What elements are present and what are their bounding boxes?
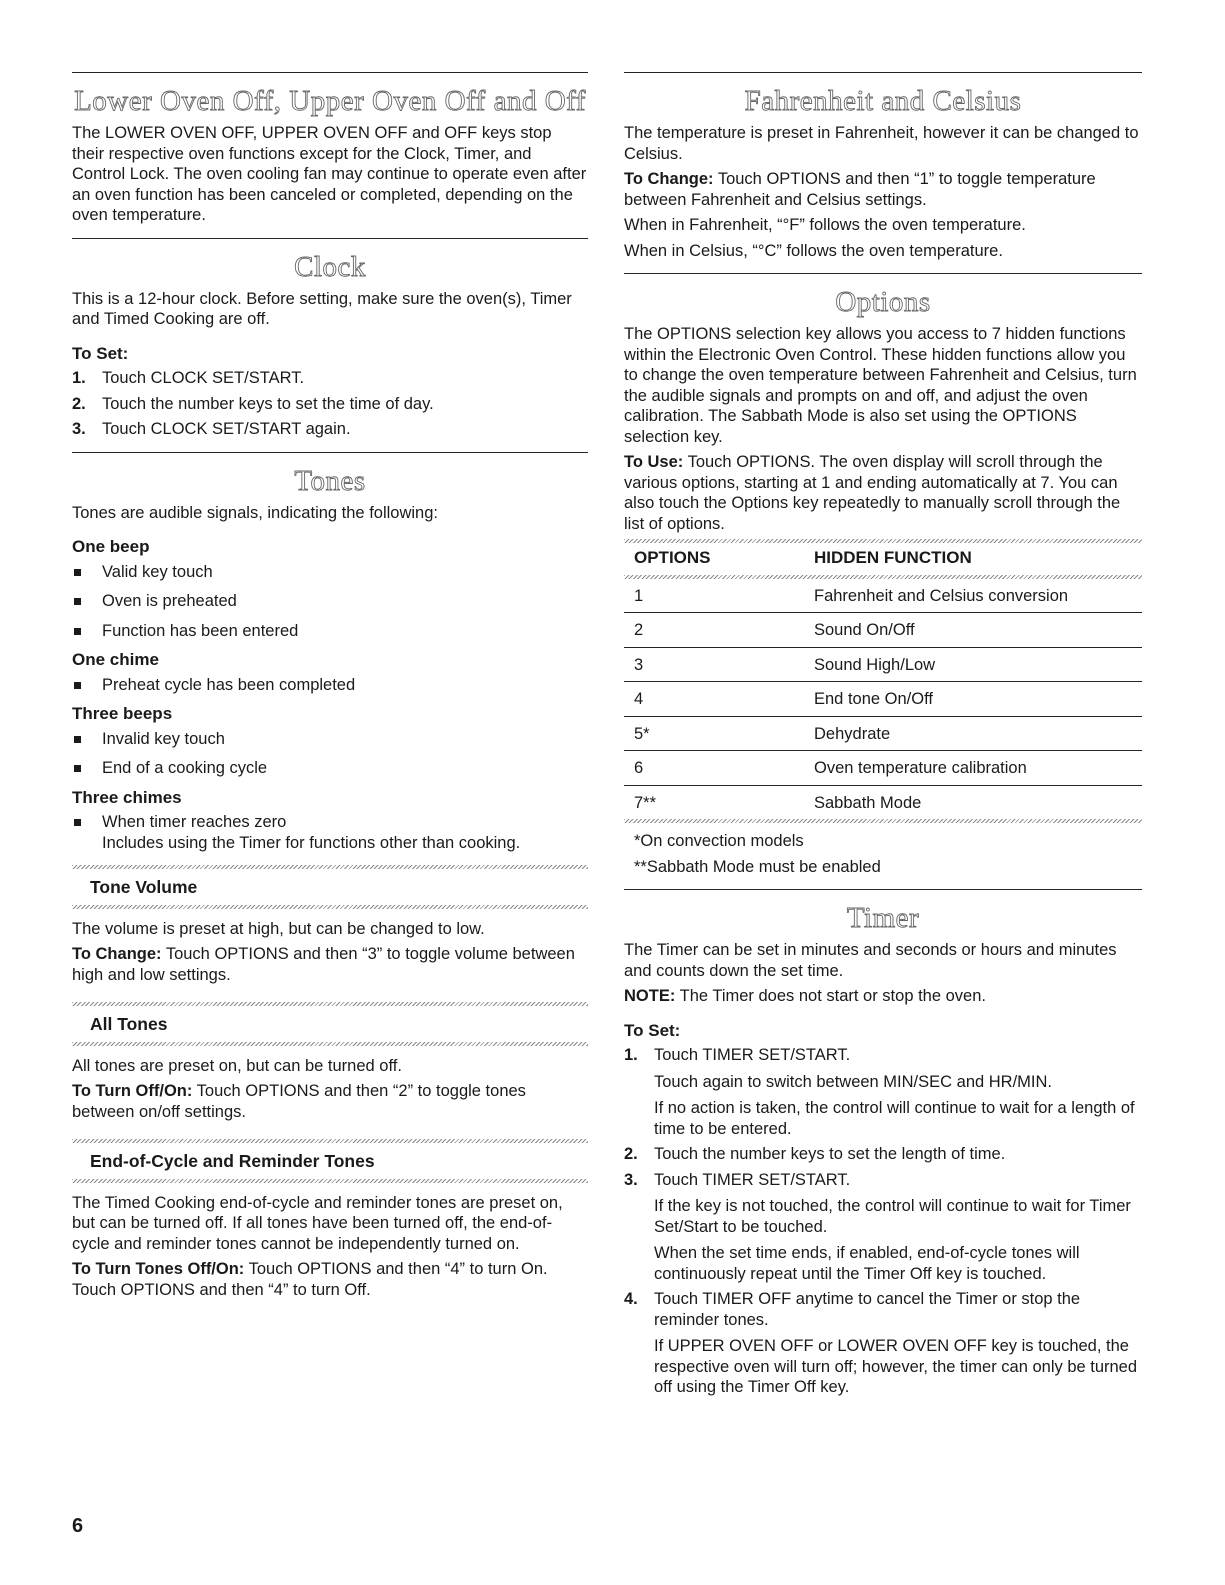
clock-step: 3. Touch CLOCK SET/START again.	[72, 420, 351, 438]
tones-intro: Tones are audible signals, indicating the following:	[72, 503, 438, 522]
timer-step: 1. Touch TIMER SET/START. Touch again to switch between MIN/SEC and HR/MIN. If no action is taken, the control will continue to wait for a length of time to be entered.	[624, 1046, 1135, 1138]
tone-volume-body: The volume is preset at high, but can be changed to low.	[72, 919, 485, 938]
table-row: 5* Dehydrate	[624, 716, 1142, 751]
fahrenheit-body: The temperature is preset in Fahrenheit, however it can be changed to Celsius.	[624, 124, 1139, 163]
tone-group-list	[72, 675, 588, 696]
tone-group-heading: Three chimes	[72, 787, 182, 807]
end-cycle-title: End-of-Cycle and Reminder Tones	[90, 1151, 375, 1171]
tone-group-list	[72, 729, 588, 779]
options-body: The OPTIONS selection key allows you access to 7 hidden functions within the Electronic Oven Control. These hidden functions allow you to change the oven temperature between Fahrenheit and Celsius, turn the audible signals and prompts on and off, and adjust the oven calibration. The Sabbath Mode is also set using the OPTIONS selection key.	[624, 325, 1137, 446]
table-header-row	[624, 543, 1142, 575]
tone-group-list	[72, 812, 588, 853]
tone-volume-title: Tone Volume	[90, 877, 198, 897]
timer-steps	[624, 1045, 1142, 1398]
all-tones-body: All tones are preset on, but can be turned off.	[72, 1056, 402, 1075]
tone-group-heading: One chime	[72, 650, 159, 669]
table-header: HIDDEN FUNCTION	[814, 548, 972, 567]
section-title-oven-off: Lower Oven Off, Upper Oven Off and Off	[74, 85, 586, 117]
list-item: Valid key touch	[72, 562, 588, 583]
section-title-timer: Timer	[846, 902, 920, 934]
section-title-clock: Clock	[294, 250, 366, 283]
list-item: Preheat cycle has been completed	[72, 675, 588, 696]
right-column	[624, 72, 1142, 1403]
timer-step: 2. Touch the number keys to set the length of time.	[624, 1145, 1006, 1163]
fahrenheit-line: When in Fahrenheit, “°F” follows the oven temperature.	[624, 216, 1026, 234]
oven-off-body: The LOWER OVEN OFF, UPPER OVEN OFF and OFF keys stop their respective oven functions except for the Clock, Timer, and Control Lock. The oven cooling fan may continue to operate even after an oven function has been canceled or completed, depending on the oven temperature.	[72, 124, 587, 224]
list-item: When timer reaches zero Includes using the Timer for functions other than cooking.	[72, 812, 588, 853]
tone-group-heading: Three beeps	[72, 704, 173, 723]
clock-step: 2. Touch the number keys to set the time of day.	[72, 394, 434, 413]
list-item: Invalid key touch	[72, 729, 588, 750]
section-rule	[72, 72, 588, 73]
tone-group-heading: One beep	[72, 537, 150, 556]
timer-note: NOTE: The Timer does not start or stop the oven.	[624, 987, 986, 1005]
end-cycle-turn: To Turn Tones Off/On: Touch OPTIONS and then “4” to turn On. Touch OPTIONS and then “4” to turn Off.	[72, 1260, 548, 1299]
clock-step: 1. Touch CLOCK SET/START.	[72, 369, 305, 387]
table-row: 7** Sabbath Mode	[634, 793, 922, 812]
tone-group-list	[72, 562, 588, 642]
table-row: 6 Oven temperature calibration	[624, 751, 1142, 786]
section-rule	[624, 889, 1142, 890]
table-header: OPTIONS	[634, 548, 711, 567]
section-rule	[624, 273, 1142, 274]
section-rule	[72, 452, 588, 453]
options-footnote: *On convection models	[634, 832, 804, 850]
end-cycle-body: The Timed Cooking end-of-cycle and reminder tones are preset on, but can be turned off. If all tones have been turned off, the end-of-cycle and reminder tones cannot be independently turned on.	[72, 1193, 563, 1253]
timer-step: 3. Touch TIMER SET/START. If the key is not touched, the control will continue to wait for Timer Set/Start to be touched. When the set time ends, if enabled, end-of-cycle tones will continuously repeat until the Timer Off key is touched.	[624, 1170, 1131, 1283]
tone-volume-change: To Change: Touch OPTIONS and then “3” to toggle volume between high and low settings.	[72, 945, 575, 984]
options-table	[624, 543, 1142, 819]
table-row: 2 Sound On/Off	[624, 613, 1142, 648]
all-tones-turn: To Turn Off/On: Touch OPTIONS and then “2” to toggle tones between on/off settings.	[72, 1082, 526, 1121]
clock-body: This is a 12-hour clock. Before setting, make sure the oven(s), Timer and Timed Cooking are off.	[72, 289, 572, 328]
timer-step: 4. Touch TIMER OFF anytime to cancel the Timer or stop the reminder tones. If UPPER OVEN OFF or LOWER OVEN OFF key is touched, the respective oven will turn off; however, the timer can only be turned off using the Timer Off key.	[624, 1290, 1138, 1396]
left-column	[72, 72, 588, 1305]
clock-to-set-label: To Set:	[72, 343, 129, 363]
options-use: To Use: Touch OPTIONS. The oven display will scroll through the various options, starting at 1 and ending automatically at 7. You can also touch the Options key repeatedly to manually scroll through the list of options.	[624, 453, 1121, 533]
clock-steps	[72, 368, 588, 440]
section-rule	[72, 238, 588, 239]
table-row: 4 End tone On/Off	[624, 682, 1142, 717]
options-footnote: **Sabbath Mode must be enabled	[634, 857, 881, 876]
table-row: 3 Sound High/Low	[624, 647, 1142, 682]
section-title-options: Options	[835, 286, 931, 318]
timer-to-set-label: To Set:	[624, 1020, 681, 1040]
table-row: 1 Fahrenheit and Celsius conversion	[624, 579, 1142, 613]
list-item: Oven is preheated	[72, 591, 588, 612]
fahrenheit-change: To Change: Touch OPTIONS and then “1” to toggle temperature between Fahrenheit and Celsius settings.	[624, 170, 1096, 209]
section-title-fahrenheit: Fahrenheit and Celsius	[744, 85, 1022, 117]
page-number: 6	[72, 1515, 84, 1537]
list-item: End of a cooking cycle	[72, 758, 588, 779]
list-item: Function has been entered	[72, 621, 588, 642]
section-rule	[624, 72, 1142, 73]
timer-body: The Timer can be set in minutes and seconds or hours and minutes and counts down the set time.	[624, 941, 1117, 980]
celsius-line: When in Celsius, “°C” follows the oven temperature.	[624, 241, 1003, 260]
all-tones-title: All Tones	[90, 1014, 168, 1034]
section-title-tones: Tones	[294, 464, 366, 497]
